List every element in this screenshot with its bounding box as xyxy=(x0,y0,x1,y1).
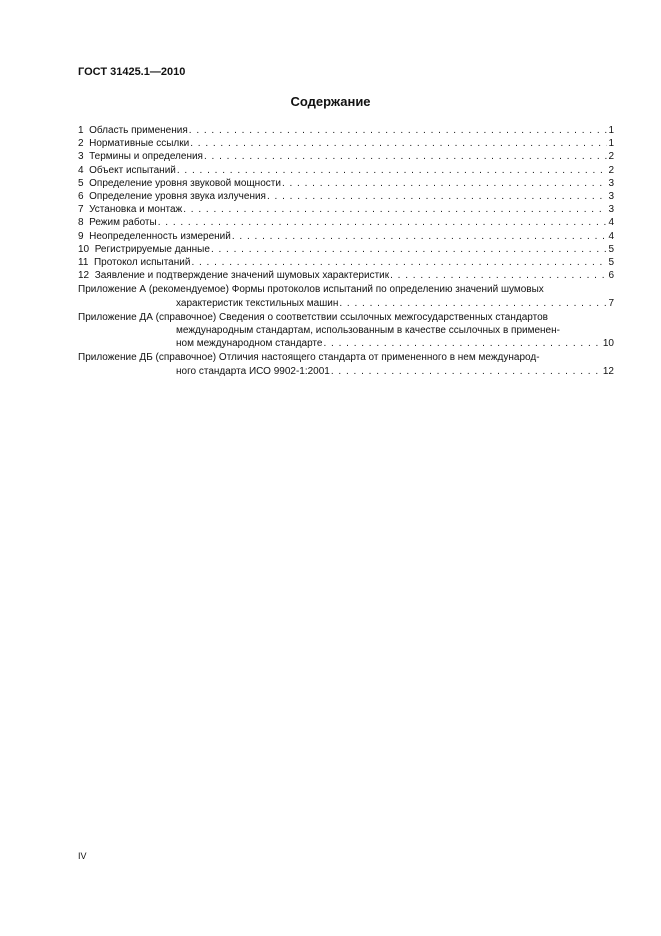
toc-entry-label xyxy=(78,164,176,177)
toc-appendix[interactable] xyxy=(78,283,614,309)
toc-entry-page: 5 xyxy=(608,243,614,255)
toc-entry[interactable] xyxy=(78,137,614,150)
toc-entry-number: 5 xyxy=(78,177,84,189)
appendix-last-line xyxy=(78,337,614,350)
toc-entry[interactable] xyxy=(78,164,614,177)
toc-entry-label xyxy=(78,203,182,216)
toc-entry-label xyxy=(78,256,190,269)
toc-entry-label xyxy=(78,190,266,203)
toc-entry-page: 1 xyxy=(608,138,614,150)
toc-entry-page: 2 xyxy=(608,151,614,163)
appendix-last-text: ного стандарта ИСО 9902-1:2001 xyxy=(176,365,330,377)
toc-entry-label xyxy=(78,137,189,150)
toc-entry-label xyxy=(78,269,389,282)
page-number: IV xyxy=(78,851,87,861)
toc-entry-number: 6 xyxy=(78,191,84,203)
toc-entry-number: 4 xyxy=(78,164,84,176)
toc-entry[interactable] xyxy=(78,256,614,269)
toc-entry-label xyxy=(78,177,281,190)
toc-entry-page: 2 xyxy=(608,164,614,176)
toc-entry-number: 11 xyxy=(78,257,89,269)
toc-entry[interactable] xyxy=(78,216,614,229)
toc-entry-page: 4 xyxy=(608,217,614,229)
toc-entry-page: 6 xyxy=(608,270,614,282)
toc-entry[interactable] xyxy=(78,243,614,256)
dot-leader xyxy=(204,150,607,163)
dot-leader xyxy=(331,365,602,378)
table-of-contents xyxy=(78,124,614,378)
dot-leader xyxy=(282,177,608,190)
toc-entry[interactable] xyxy=(78,150,614,163)
toc-entry-title: Заявление и подтверждение значений шумовых характеристик xyxy=(94,270,390,282)
appendix-last-line xyxy=(78,297,614,310)
appendix-heading: Приложение А (рекомендуемое) Формы протоколов испытаний по определению значений шумовых xyxy=(78,284,544,296)
dot-leader xyxy=(158,216,608,229)
toc-entry-page: 1 xyxy=(608,125,614,136)
toc-entry-number: 2 xyxy=(78,138,84,150)
appendix-heading: Приложение ДБ (справочное) Отличия настоящего стандарта от примененного в нем международ- xyxy=(78,352,540,364)
appendix-heading: Приложение ДА (справочное) Сведения о соответствии ссылочных межгосударственных стандартов xyxy=(78,311,548,323)
toc-entry-label xyxy=(78,150,203,163)
toc-entry[interactable] xyxy=(78,190,614,203)
toc-entry-title: Термины и определения xyxy=(89,151,203,163)
appendix-page: 10 xyxy=(602,338,614,350)
toc-entry-number: 8 xyxy=(78,217,84,229)
toc-entry-page: 3 xyxy=(608,191,614,203)
dot-leader xyxy=(211,243,608,256)
appendix-continuation: международным стандартам, использованным в качестве ссылочных в применен- xyxy=(176,325,560,337)
appendix-last-text: ном международном стандарте xyxy=(176,338,323,350)
dot-leader xyxy=(267,190,607,203)
appendix-last-line xyxy=(78,365,614,378)
toc-entry-title: Установка и монтаж xyxy=(89,204,183,216)
toc-entry-page: 3 xyxy=(608,177,614,189)
toc-entry-label xyxy=(78,124,188,137)
toc-appendix[interactable] xyxy=(78,351,614,377)
appendix-last-text: характеристик текстильных машин xyxy=(176,297,339,309)
dot-leader xyxy=(339,297,607,310)
toc-entry-label xyxy=(78,216,157,229)
dot-leader xyxy=(390,269,607,282)
toc-entry-page: 5 xyxy=(608,257,614,269)
toc-entry-label xyxy=(78,230,231,243)
toc-entry-number: 9 xyxy=(78,230,84,242)
toc-entry-title: Нормативные ссылки xyxy=(89,138,190,150)
document-code: ГОСТ 31425.1—2010 xyxy=(78,66,186,78)
toc-entry-number: 1 xyxy=(78,125,84,136)
dot-leader xyxy=(183,203,607,216)
toc-entry-title: Протокол испытаний xyxy=(93,257,191,269)
appendix-page: 7 xyxy=(608,297,614,309)
toc-entry-label xyxy=(78,243,210,256)
toc-entry-page: 3 xyxy=(608,204,614,216)
toc-entry-number: 12 xyxy=(78,270,90,282)
dot-leader xyxy=(190,137,607,150)
toc-entry-number: 7 xyxy=(78,204,84,216)
toc-entry-title: Регистрируемые данные xyxy=(94,243,210,255)
toc-entry-page: 4 xyxy=(608,230,614,242)
toc-entry-title: Определение уровня звука излучения xyxy=(89,191,266,203)
toc-entry-title: Область применения xyxy=(89,125,188,136)
toc-entry[interactable] xyxy=(78,124,614,137)
toc-entry-number: 3 xyxy=(78,151,84,163)
appendix-page: 12 xyxy=(602,365,614,377)
toc-entry[interactable] xyxy=(78,203,614,216)
toc-entry-title: Объект испытаний xyxy=(89,164,176,176)
toc-entry[interactable] xyxy=(78,269,614,282)
dot-leader xyxy=(232,230,608,243)
toc-entry[interactable] xyxy=(78,177,614,190)
toc-entry-title: Определение уровня звуковой мощности xyxy=(89,177,281,189)
page-title: Содержание xyxy=(290,94,371,109)
dot-leader xyxy=(177,164,608,177)
toc-entry[interactable] xyxy=(78,230,614,243)
dot-leader xyxy=(189,124,608,137)
dot-leader xyxy=(323,337,601,350)
toc-entry-title: Режим работы xyxy=(89,217,157,229)
dot-leader xyxy=(191,256,607,269)
toc-appendix[interactable] xyxy=(78,311,614,351)
toc-entry-title: Неопределенность измерений xyxy=(89,230,231,242)
toc-entry-number: 10 xyxy=(78,243,90,255)
